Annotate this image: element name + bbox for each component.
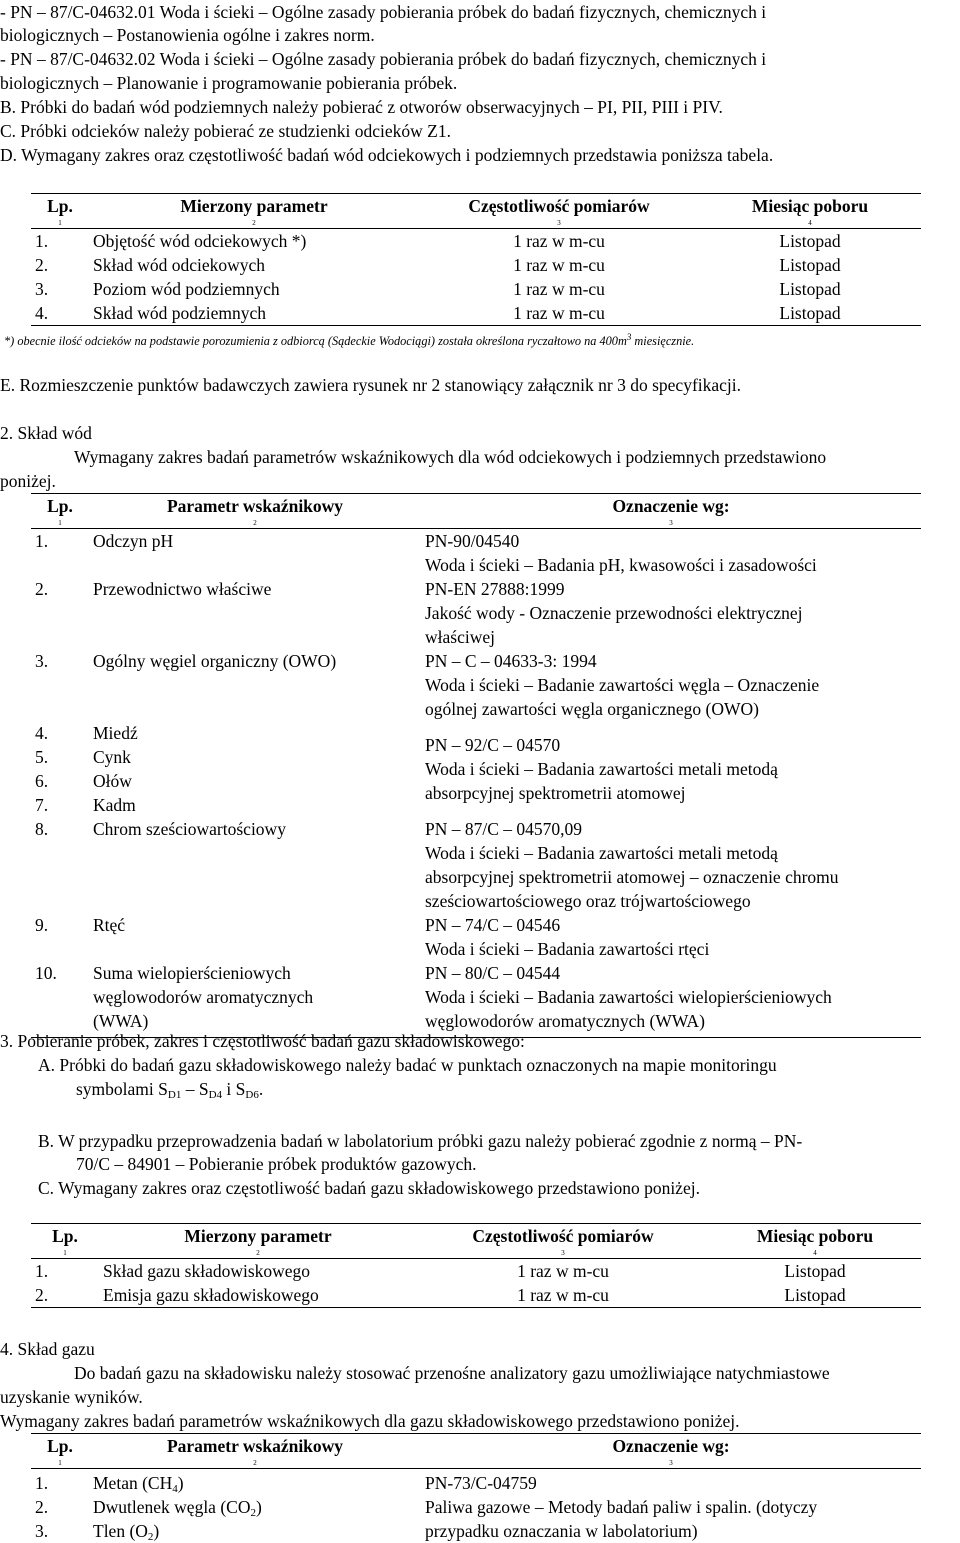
col-header-month: Miesiąc poboru: [699, 194, 921, 219]
text: ): [178, 1473, 184, 1493]
cell-lp: 3.: [31, 277, 89, 301]
col-header-lp: Lp.: [31, 1224, 99, 1249]
standard-line: sześciowartościowego oraz trójwartościowego: [425, 889, 917, 913]
cell-lp: 1.: [31, 529, 89, 578]
standard-line: Woda i ścieki – Badania zawartości metali metodą: [425, 841, 917, 865]
lp-line: 5.: [35, 745, 85, 769]
param-line: [93, 1519, 417, 1543]
text: Dwutlenek węgla (CO: [93, 1497, 250, 1517]
param-line: [93, 1471, 417, 1495]
table-row-metals: [31, 721, 921, 817]
cell-lp: 8.: [31, 817, 89, 913]
cell-lp: 2.: [31, 253, 89, 277]
section-e: E. Rozmieszczenie punktów badawczych zawiera rysunek nr 2 stanowiący załącznik nr 3 do specyfikacji.: [0, 373, 741, 397]
subscript: D6: [245, 1089, 258, 1101]
param-line: Kadm: [93, 793, 417, 817]
param-line: (WWA): [93, 1009, 417, 1033]
col-header-standard: Oznaczenie wg:: [421, 1434, 921, 1459]
lp-line: 3.: [35, 1519, 85, 1543]
table-row: [31, 529, 921, 578]
standard-line: przypadku oznaczania w labolatorium): [425, 1519, 917, 1543]
table-row: [31, 1469, 921, 1543]
section4-text: Do badań gazu na składowisku należy stosować przenośne analizatory gazu umożliwiające natychmiastowe: [74, 1361, 830, 1385]
col-number: 2: [89, 518, 421, 529]
table-row: [31, 229, 921, 254]
cell-lp: 4.: [31, 301, 89, 326]
standard-line: PN-73/C-04759: [425, 1471, 917, 1495]
cell-frequency: 1 raz w m-cu: [419, 229, 699, 254]
section2-title: 2. Skład wód: [0, 421, 92, 445]
cell-lp: [31, 1469, 89, 1543]
intro-line: B. Próbki do badań wód podziemnych należy pobierać z otworów obserwacyjnych – PI, PII, PIII i PIV.: [0, 95, 723, 119]
lp-line: 1.: [35, 1471, 85, 1495]
param-line: węglowodorów aromatycznych: [93, 985, 417, 1009]
cell-lp: 10.: [31, 961, 89, 1038]
section3-a-line1: A. Próbki do badań gazu składowiskowego należy badać w punktach oznaczonych na mapie monitoringu: [38, 1053, 777, 1077]
param-line: Ołów: [93, 769, 417, 793]
cell-parameter: Objętość wód odciekowych *): [89, 229, 419, 254]
subscript: D1: [168, 1089, 181, 1101]
standard-line: Woda i ścieki – Badanie zawartości węgla – Oznaczenie: [425, 673, 917, 697]
standard-line: węglowodorów aromatycznych (WWA): [425, 1009, 917, 1033]
param-line: Miedź: [93, 721, 417, 745]
col-number: 4: [709, 1248, 921, 1259]
col-header-standard: Oznaczenie wg:: [421, 494, 921, 519]
col-header-lp: Lp.: [31, 1434, 89, 1459]
standard-line: Woda i ścieki – Badania zawartości metali metodą: [425, 757, 917, 781]
cell-month: Listopad: [709, 1283, 921, 1308]
col-header-lp: Lp.: [31, 194, 89, 219]
standard-line: PN – 74/C – 04546: [425, 913, 917, 937]
standard-line: Woda i ścieki – Badania pH, kwasowości i zasadowości: [425, 553, 917, 577]
cell-month: Listopad: [699, 253, 921, 277]
cell-frequency: 1 raz w m-cu: [417, 1283, 709, 1308]
standard-line: absorpcyjnej spektrometrii atomowej – oznaczenie chromu: [425, 865, 917, 889]
intro-line: biologicznych – Planowanie i programowanie pobierania próbek.: [0, 71, 457, 95]
cell-parameter: Skład wód podziemnych: [89, 301, 419, 326]
cell-lp: 1.: [31, 229, 89, 254]
cell-frequency: 1 raz w m-cu: [417, 1259, 709, 1284]
cell-frequency: 1 raz w m-cu: [419, 301, 699, 326]
cell-frequency: 1 raz w m-cu: [419, 277, 699, 301]
text: Metan (CH: [93, 1473, 172, 1493]
cell-parameter: [89, 1469, 421, 1543]
cell-standard: [421, 961, 921, 1038]
col-number: 3: [421, 518, 921, 529]
intro-line: C. Próbki odcieków należy pobierać ze studzienki odcieków Z1.: [0, 119, 451, 143]
section3-b-line2: 70/C – 84901 – Pobieranie próbek produktów gazowych.: [76, 1152, 476, 1176]
intro-line: - PN – 87/C-04632.01 Woda i ścieki – Ogólne zasady pobierania próbek do badań fizycznych, chemicznych i: [0, 0, 766, 24]
col-header-parameter: Mierzony parametr: [89, 194, 419, 219]
standard-line: PN – 92/C – 04570: [425, 733, 917, 757]
standard-line: Woda i ścieki – Badania zawartości wielopierścieniowych: [425, 985, 917, 1009]
table-row: [31, 913, 921, 961]
text: ): [256, 1497, 262, 1517]
col-number: 1: [31, 1248, 99, 1259]
param-line: [93, 1495, 417, 1519]
cell-parameter: Skład wód odciekowych: [89, 253, 419, 277]
table-row: [31, 253, 921, 277]
subscript: 2: [250, 1507, 256, 1519]
section3-a-line2: [76, 1077, 263, 1101]
subscript: 4: [172, 1483, 178, 1495]
water-parameters-table: [31, 493, 921, 1038]
standard-line: PN-90/04540: [425, 529, 917, 553]
col-number: 4: [699, 218, 921, 229]
standard-line: właściwej: [425, 625, 917, 649]
cell-parameter: Przewodnictwo właściwe: [89, 577, 421, 649]
section4-text-2: Wymagany zakres badań parametrów wskaźnikowych dla gazu składowiskowego przedstawiono poniżej.: [0, 1409, 740, 1433]
lp-line: 6.: [35, 769, 85, 793]
col-header-lp: Lp.: [31, 494, 89, 519]
water-frequency-table: [31, 193, 921, 326]
standard-line: PN-EN 27888:1999: [425, 577, 917, 601]
cell-month: Listopad: [709, 1259, 921, 1284]
table-row: [31, 301, 921, 326]
intro-line: biologicznych – Postanowienia ogólne i zakres norm.: [0, 23, 375, 47]
section4-title: 4. Skład gazu: [0, 1337, 95, 1361]
text: i S: [222, 1079, 245, 1099]
cell-standard: [421, 577, 921, 649]
param-line: Suma wielopierścieniowych: [93, 961, 417, 985]
text: ): [153, 1521, 159, 1541]
standard-line: Woda i ścieki – Badania zawartości rtęci: [425, 937, 917, 961]
col-number: 3: [419, 218, 699, 229]
standard-line: PN – C – 04633-3: 1994: [425, 649, 917, 673]
cell-parameter: Skład gazu składowiskowego: [99, 1259, 417, 1284]
col-number: 2: [89, 218, 419, 229]
footnote-text: *) obecnie ilość odcieków na podstawie porozumienia z odbiorcą (Sądeckie Wodociągi) została określona ryczałtowo na 400m: [4, 334, 627, 348]
cell-month: Listopad: [699, 277, 921, 301]
text: Tlen (O: [93, 1521, 148, 1541]
lp-line: 4.: [35, 721, 85, 745]
col-number: 1: [31, 518, 89, 529]
cell-standard: [421, 817, 921, 913]
text: symbolami S: [76, 1079, 168, 1099]
cell-parameter: Odczyn pH: [89, 529, 421, 578]
cell-lp: [31, 721, 89, 817]
col-number: 3: [421, 1458, 921, 1469]
section3-c: C. Wymagany zakres oraz częstotliwość badań gazu składowiskowego przedstawiono poniżej.: [38, 1176, 700, 1200]
cell-standard: [421, 721, 921, 817]
standard-line: ogólnej zawartości węgla organicznego (OWO): [425, 697, 917, 721]
cell-parameter: [89, 961, 421, 1038]
footnote-sup: 3: [627, 332, 632, 342]
cell-parameter: Rtęć: [89, 913, 421, 961]
intro-line: - PN – 87/C-04632.02 Woda i ścieki – Ogólne zasady pobierania próbek do badań fizycznych, chemicznych i: [0, 47, 766, 71]
footnote: [4, 329, 694, 353]
standard-line: Paliwa gazowe – Metody badań paliw i spalin. (dotyczy: [425, 1495, 917, 1519]
standard-line: PN – 87/C – 04570,09: [425, 817, 917, 841]
footnote-end: miesięcznie.: [631, 334, 694, 348]
section2-text: Wymagany zakres badań parametrów wskaźnikowych dla wód odciekowych i podziemnych przedstawiono: [74, 445, 826, 469]
subscript: 2: [148, 1531, 154, 1543]
intro-line: D. Wymagany zakres oraz częstotliwość badań wód odciekowych i podziemnych przedstawia poniższa tabela.: [0, 143, 773, 167]
col-number: 3: [417, 1248, 709, 1259]
col-header-parameter: Mierzony parametr: [99, 1224, 417, 1249]
cell-parameter: Emisja gazu składowiskowego: [99, 1283, 417, 1308]
col-number: 2: [99, 1248, 417, 1259]
cell-standard: [421, 913, 921, 961]
table-row: [31, 577, 921, 649]
cell-standard: [421, 529, 921, 578]
cell-parameter: [89, 721, 421, 817]
cell-lp: 1.: [31, 1259, 99, 1284]
cell-lp: 9.: [31, 913, 89, 961]
cell-lp: 3.: [31, 649, 89, 721]
col-header-parameter: Parametr wskaźnikowy: [89, 1434, 421, 1459]
cell-parameter: Chrom sześciowartościowy: [89, 817, 421, 913]
gas-parameters-table: [31, 1433, 921, 1543]
cell-standard: [421, 649, 921, 721]
col-header-month: Miesiąc poboru: [709, 1224, 921, 1249]
cell-month: Listopad: [699, 301, 921, 326]
subscript: D4: [209, 1089, 222, 1101]
cell-parameter: Ogólny węgiel organiczny (OWO): [89, 649, 421, 721]
col-header-frequency: Częstotliwość pomiarów: [417, 1224, 709, 1249]
lp-line: 7.: [35, 793, 85, 817]
standard-line: Jakość wody - Oznaczenie przewodności elektrycznej: [425, 601, 917, 625]
section3-title: 3. Pobieranie próbek, zakres i częstotliwość badań gazu składowiskowego:: [0, 1029, 525, 1053]
table-row: [31, 649, 921, 721]
col-number: 2: [89, 1458, 421, 1469]
cell-standard: [421, 1469, 921, 1543]
section3-b-line1: B. W przypadku przeprowadzenia badań w labolatorium próbki gazu należy pobierać zgodnie z normą – PN-: [38, 1129, 802, 1153]
col-header-parameter: Parametr wskaźnikowy: [89, 494, 421, 519]
col-number: 1: [31, 1458, 89, 1469]
col-number: 1: [31, 218, 89, 229]
col-header-frequency: Częstotliwość pomiarów: [419, 194, 699, 219]
standard-line: absorpcyjnej spektrometrii atomowej: [425, 781, 917, 805]
cell-lp: 2.: [31, 1283, 99, 1308]
text: – S: [181, 1079, 208, 1099]
table-row: [31, 1259, 921, 1284]
cell-frequency: 1 raz w m-cu: [419, 253, 699, 277]
gas-frequency-table: [31, 1223, 921, 1308]
cell-month: Listopad: [699, 229, 921, 254]
param-line: Cynk: [93, 745, 417, 769]
section4-text-cont: uzyskanie wyników.: [0, 1385, 143, 1409]
lp-line: 2.: [35, 1495, 85, 1519]
cell-parameter: Poziom wód podziemnych: [89, 277, 419, 301]
table-row: [31, 961, 921, 1038]
section2-text-cont: poniżej.: [0, 469, 56, 493]
cell-lp: 2.: [31, 577, 89, 649]
table-row: [31, 277, 921, 301]
text: .: [259, 1079, 263, 1099]
standard-line: PN – 80/C – 04544: [425, 961, 917, 985]
table-row: [31, 1283, 921, 1308]
table-row: [31, 817, 921, 913]
